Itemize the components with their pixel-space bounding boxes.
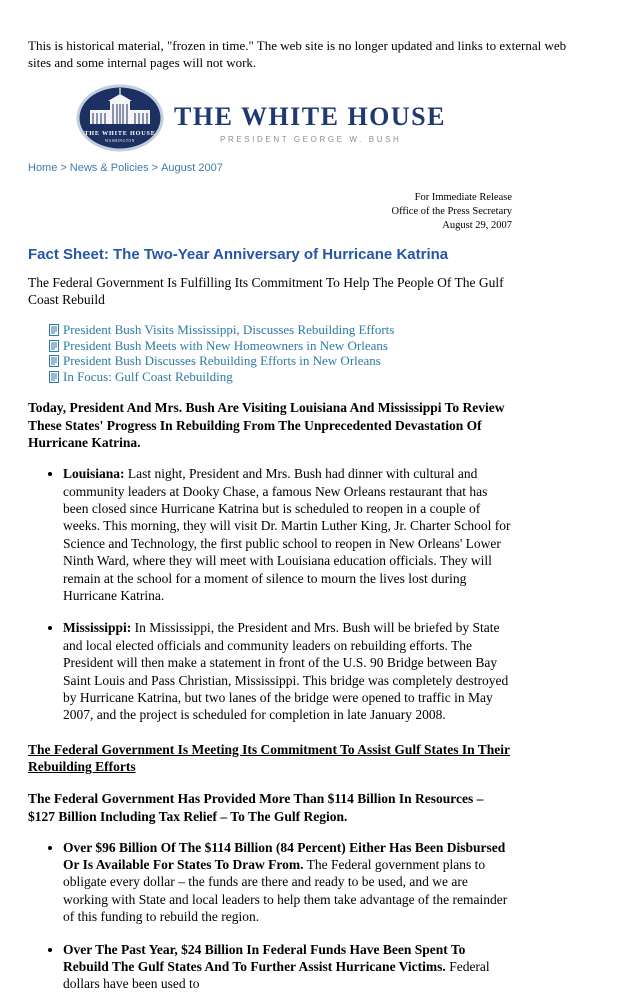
related-links <box>49 322 512 384</box>
bullet-lead: Louisiana: <box>63 466 125 482</box>
funding-bullet-list <box>28 839 512 993</box>
breadcrumb-news-policies-link[interactable]: News & Policies <box>69 162 149 175</box>
president-tagline: PRESIDENT GEORGE W. BUSH <box>220 135 402 145</box>
seal-title-text: THE WHITE HOUSE <box>84 130 156 138</box>
bullet-lead: Over $96 Billion Of The $114 Billion (84 Percent) Either Has Been Disbursed Or Is Available For States To Draw From. <box>63 839 506 872</box>
bullet-96-billion <box>63 839 512 926</box>
page-title: Fact Sheet: The Two-Year Anniversary of Hurricane Katrina <box>28 245 449 263</box>
release-date: August 29, 2007 <box>442 220 512 232</box>
related-link-new-homeowners[interactable] <box>49 338 512 354</box>
document-icon <box>49 324 59 336</box>
bullet-lead: Over The Past Year, $24 Billion In Federal Funds Have Been Spent To Rebuild The Gulf States And To Further Assist Hurricane Victims. <box>63 941 466 974</box>
document-icon <box>49 340 59 352</box>
related-link-in-focus-gulf-coast[interactable] <box>49 369 512 385</box>
document-icon <box>49 371 59 383</box>
breadcrumb-home-link[interactable]: Home <box>28 162 58 175</box>
bullet-text: The Federal government plans to obligate every dollar – the funds are there and ready to be used, and we are working with State and local leaders to help them take advantage of the remainder of this funding to rebuild the region. <box>63 856 508 925</box>
release-line-2: Office of the Press Secretary <box>391 206 512 218</box>
site-wordmark: THE WHITE HOUSE <box>174 102 446 132</box>
breadcrumb-separator: > <box>151 162 159 175</box>
related-link-label: President Bush Visits Mississippi, Discusses Rebuilding Efforts <box>63 322 395 338</box>
bullet-text: In Mississippi, the President and Mrs. Bush will be briefed by State and local elected officials and community leaders on rebuilding efforts. The President will then make a statement in front of the U.S. 90 Bridge between Bay Saint Louis and Pass Christian, Mississippi. This bridge was completely destroyed by Hurricane Katrina, but two lanes of the bridge were opened to traffic in May 2007, and the project is scheduled for completion in late January 2008. <box>63 620 509 723</box>
seal-washington-text: WASHINGTON <box>105 139 135 144</box>
document-icon <box>49 355 59 367</box>
press-release-info <box>28 191 512 233</box>
breadcrumb-separator: > <box>60 162 67 175</box>
breadcrumb-august-2007-link[interactable]: August 2007 <box>161 162 223 175</box>
related-link-rebuilding-new-orleans[interactable] <box>49 353 512 369</box>
bullet-mississippi <box>63 619 512 723</box>
states-bullet-list <box>28 465 512 724</box>
main-content <box>28 191 512 992</box>
section-heading: The Federal Government Is Meeting Its Commitment To Assist Gulf States In Their Rebuilding Efforts <box>28 741 510 775</box>
section-bold-paragraph: The Federal Government Has Provided More Than $114 Billion In Resources – $127 Billion Including Tax Relief – To The Gulf Region. <box>28 790 484 824</box>
related-link-label: In Focus: Gulf Coast Rebuilding <box>63 368 233 384</box>
release-line-1: For Immediate Release <box>414 192 512 204</box>
related-link-mississippi-rebuilding[interactable] <box>49 322 512 338</box>
site-header <box>76 84 590 152</box>
wordmark-block <box>174 84 446 144</box>
bullet-lead: Mississippi: <box>63 620 132 636</box>
whitehouse-seal-graphic <box>76 84 164 152</box>
bullet-text: Federal dollars have been used to <box>63 958 490 992</box>
whitehouse-seal-logo[interactable] <box>76 84 164 152</box>
related-link-label: President Bush Meets with New Homeowners in New Orleans <box>63 337 388 353</box>
related-link-label: President Bush Discusses Rebuilding Efforts in New Orleans <box>63 353 381 369</box>
bullet-24-billion <box>63 941 512 993</box>
page-subtitle: The Federal Government Is Fulfilling Its Commitment To Help The People Of The Gulf Coast Rebuild <box>28 274 504 308</box>
frozen-in-time-disclaimer: This is historical material, "frozen in time." The web site is no longer updated and links to external web sites and some internal pages will not work. <box>28 38 567 71</box>
intro-paragraph: Today, President And Mrs. Bush Are Visiting Louisiana And Mississippi To Review These States' Progress In Rebuilding From The Unprecedented Devastation Of Hurricane Katrina. <box>28 400 505 451</box>
breadcrumb <box>28 162 590 174</box>
bullet-text: Last night, President and Mrs. Bush had dinner with cultural and community leaders at Dooky Chase, a famous New Orleans restaurant that has been closed since Hurricane Katrina but is scheduled to reopen in a couple of weeks. This morning, they will visit Dr. Martin Luther King, Jr. Charter School for Science and Technology, the first public school to reopen in New Orleans' Lower Ninth Ward, where they will meet with Louisiana education officials. They will remain at the school for a moment of silence to mourn the lives lost during Hurricane Katrina. <box>63 466 511 604</box>
bullet-louisiana <box>63 465 512 604</box>
